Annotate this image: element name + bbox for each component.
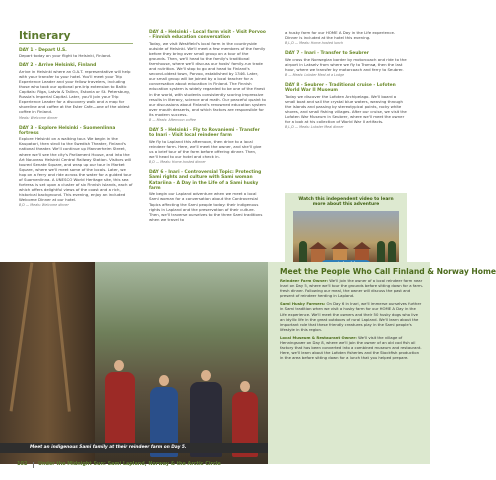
day-meals: Meals: Welcome dinner <box>19 115 58 120</box>
photo-caption: Meet an indigenous Sami family at their reindeer farm on Day 5. <box>30 445 187 450</box>
day-description: We begin our Lapland adventure when we meet a local Sami woman for a conversation about the Controversial Topics affecting the Sami people today: their indigenous rights in Lapland and the preservation of their culture. Then, we'll traverse ourselves to the three Sami traditions when we travel to <box>149 191 263 222</box>
day-entry <box>19 63 133 120</box>
day-meals: B,L,D — Meals: Home-hosted lunch <box>285 41 344 46</box>
tent-shape <box>0 262 95 464</box>
day-heading: DAY 6 - Inari - Controversial Topic: Protecting Sami rights and culture with Sami woman Katariina - A Day in the Life of a Sami husky farm <box>149 170 262 192</box>
day-meals: B,D — Meals: Home-hosted dinner <box>149 160 206 165</box>
day-entry <box>285 83 407 130</box>
title-divider <box>19 43 133 44</box>
meet-body: On Day 6 in Inari, we'll immerse ourselves further in Sami tradition when we visit a husky farm for our HOME A Day in the Life experience. We'll meet the owners and their 50 husky dogs who live an idyllic life in the great outdoors of rural Lapland. We'll learn about the important role that these friendly creatures play in the Sami people's lifestyle in this region. <box>280 301 422 332</box>
reindeer-farm-photo <box>0 262 268 464</box>
day-description: Explore Helsinki on a walking tour. We begin in the Kaupatori, then stroll to the Swedish Theater, Finland's national theater. We'll continue up Mannerheim Street, where we'll see the city's Parliament House, and into the Art Nouveau Helsinki Central Railway Station. Visitors will toured Senate Square, and wrap up our tour in Market Square, where we'll meet some of the locals. Later, we hop on a ferry and ride across the water for a guided tour of Suomenlinna. A UNESCO World Heritage site, this sea fortress is set upon a cluster of six Finnish islands, each of which offers delightful views of the coast and a rich, historical background. This evening, enjoy an included Welcome Dinner at our hotel. <box>19 136 133 203</box>
day-entry <box>19 126 133 209</box>
day-entry <box>285 30 407 46</box>
meet-lead: Local Museum & Restaurant Owner: <box>280 334 357 340</box>
person-head <box>159 375 169 386</box>
day-entry <box>149 128 266 165</box>
day-description: We cross the Norwegian border by motorcoach and ride to the airport in Lakselv from where we fly to Tromsø, then the last hour, where we transfer by motorcoach and ferry to Seubrer. <box>285 56 407 72</box>
day-heading: DAY 2 - Arrive Helsinki, Finland <box>19 63 97 69</box>
person-head <box>240 381 250 392</box>
day-meals: B,D — Meals: Welcome dinner <box>19 203 69 208</box>
day-meals: B — Meals: Lobster Meal at a Lodge <box>285 72 345 77</box>
meet-paragraph <box>280 278 423 298</box>
tree-shape <box>299 241 307 263</box>
day-meals: B — Meals: Afternoon coffee <box>149 118 196 122</box>
day-heading: DAY 8 - Seubrer - Traditional cruise - Lofoten World War II Museum <box>285 82 396 94</box>
day-heading: DAY 3 - Explore Helsinki - Suomenlinna fortress <box>19 125 116 136</box>
meet-people-text <box>280 278 423 363</box>
footer-title: Under the Midnight Sun: Sami Lapland, Norway & the Arctic Circle <box>38 461 221 467</box>
day-description: a husky farm for our HOME A Day in the Life experience. Dinner is included at the hotel this evening. <box>285 30 396 41</box>
tree-shape <box>388 241 396 263</box>
meet-lead: Reindeer Farm Owner: <box>280 278 329 283</box>
itinerary-column-2 <box>149 30 266 227</box>
meet-people-title: Meet the People Who Call Finland & Norway Home <box>280 267 496 276</box>
day-description: We fly to Lapland this afternoon, then drive to a local reindeer farm. Here, we'll meet the owner, and she'll give us a brief tour of the farm before offering dinner. Then, we'll head to our hotel and check in. <box>149 138 262 159</box>
meet-body: We'll join the owner of a local reindeer farm near Inari on Day 5, where we'll tour the grounds before sitting down for a farm-fresh dinner. Following our meal, the owner will discuss the past and present of reindeer herding in Lapland. <box>280 278 424 299</box>
day-description: Today, we visit Westfield's local farm in the countryside outside of Helsinki. We'll meet a few members of the family before they bring over small group on a tour of the grounds. Then, we'll head to the family's traditional farmhouse, where we'll discuss our hosts' family-run trade and nutrition. We'll stop to go and head to Finland's second-oldest town, Porvoo, established by 1346. Later, our small group will be joined by a local teacher for a conversation about education in Finland. The Finnish education system is widely regarded to be one of the finest in the world, with students consistently scoring impressive results in literacy, science and math. Our peaceful quaint to our discussions about Finland's renowned education system over mouth desserts, and which factors are responsible for its modern success. <box>149 40 266 117</box>
day-heading: DAY 1 - Depart U.S. <box>19 48 67 53</box>
person-shape <box>105 372 135 452</box>
day-meals: B,L,D — Meals: Lobster Meal dinner <box>285 125 344 130</box>
day-entry <box>149 170 266 222</box>
day-description: Today we discover the Lofoten Archipelago. We'll board a small boat and sail the crystal blue waters, weaving through the islands and passing by stereotypical points, rocky white shores, and small fishing villages. After our cruise, we visit the Lofoten War Museum in Seubrer, where we'll meet the owner for a look at his collection of World War II artifacts. <box>285 93 407 125</box>
itinerary-column-1 <box>19 48 133 214</box>
tree-shape <box>377 241 385 263</box>
itinerary-title: Itinerary <box>19 30 71 42</box>
day-entry <box>285 51 407 78</box>
day-entry <box>19 48 133 58</box>
footer-divider <box>33 462 34 468</box>
page-number: 102 <box>17 461 28 467</box>
meet-paragraph <box>280 335 423 360</box>
meet-paragraph <box>280 301 423 332</box>
day-heading: DAY 5 - Helsinki - Fly to Rovaniemi - Transfer to Inari - Visit local reindeer farm <box>149 128 260 139</box>
day-description: Depart today on your flight to Helsinki, Finland. <box>19 53 112 59</box>
meet-body: We'll visit the village of Henningsvær on Day 8, where we'll join the owner of an old cod fish oil factory that has been converted into a combined museum and restaurant. Here, we'll learn about the Lofoten fisheries and the Stockfish production in the area before sitting down for a lunch that you helped prepare. <box>280 334 422 361</box>
person-head <box>114 360 124 371</box>
video-promo-title: Watch this independent video to learn more about this adventure <box>298 197 394 208</box>
meet-lead: Sami Husky Farmers: <box>280 301 326 307</box>
day-entry <box>149 30 266 123</box>
day-description: Arrive in Helsinki where an O.A.T. representative will help with your transfer to your hotel. You'll meet your Trip Experience Leader and your fellow travelers, including those who took our optional pre-trip extension to Baltic Capitals: Riga, Latvia & Tallinn, Estonia or St. Petersburg, Russia's Imperial Capital. Later, you'll join your Trip Experience Leader for a discovery walk and a map for shoreline and coffee at the Ester Cafe—one of the oldest coffee in Finland. <box>19 68 131 115</box>
person-head <box>201 370 211 381</box>
day-heading: DAY 4 - Helsinki - Local farm visit - Visit Porvoo - Finnish education conversation <box>149 30 266 41</box>
day-heading: DAY 7 - Inari - Transfer to Seubrer <box>285 51 369 57</box>
itinerary-column-3 <box>285 30 407 135</box>
